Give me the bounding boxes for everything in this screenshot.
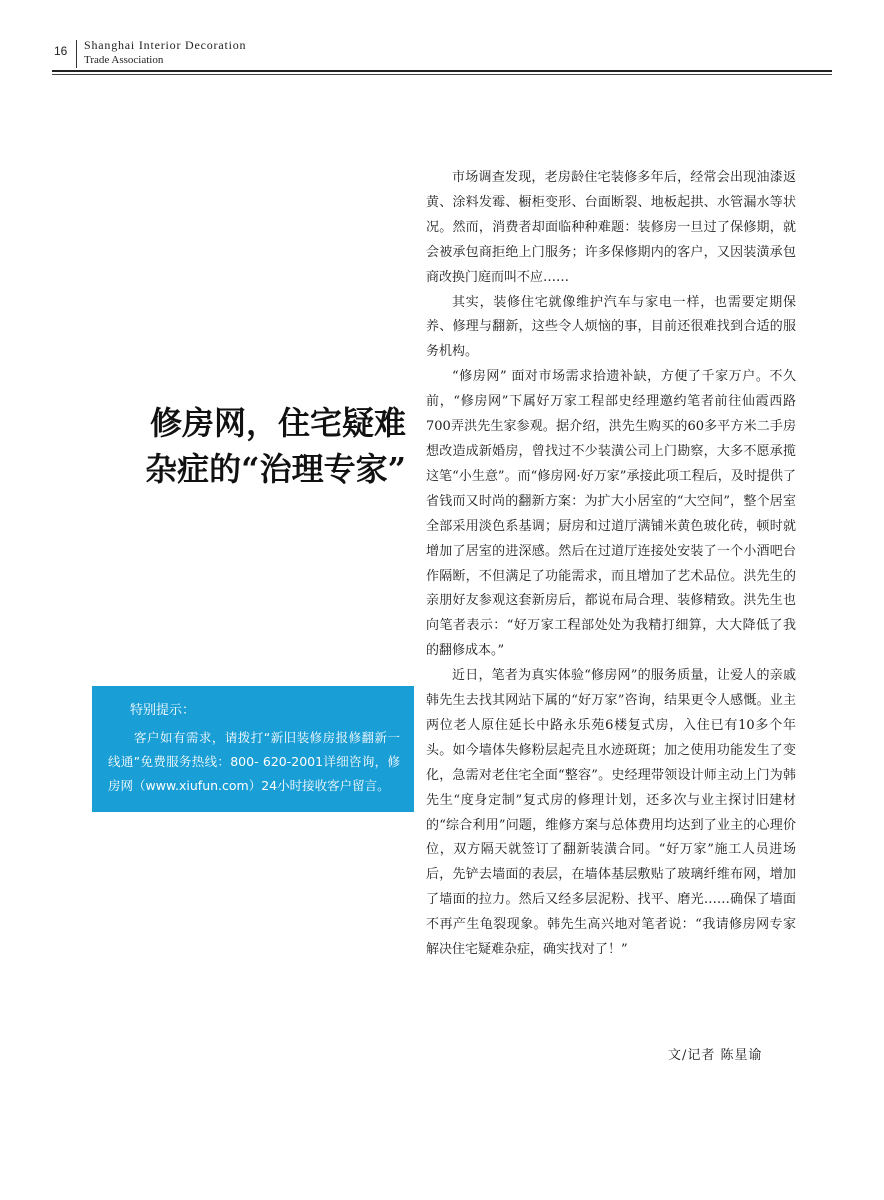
article-title bbox=[86, 400, 406, 492]
page-number: 16 bbox=[54, 44, 68, 58]
header-rule-thin bbox=[52, 74, 832, 75]
special-notice-box bbox=[92, 686, 414, 812]
association-name: Shanghai Interior Decoration bbox=[84, 38, 247, 52]
notice-heading: 特别提示： bbox=[130, 703, 196, 718]
article-paragraph: “修房网” 面对市场需求拾遗补缺，方便了千家万户。不久前，“修房网”下属好万家工程部史经理邀约笔者前往仙霞西路700弄洪先生家参观。据介绍，洪先生购买的60多平方米二手房想改造成新婚房，曾找过不少装潢公司上门勘察，大多不愿承揽这笔“小生意”。而“修房网·好万家”承接此项工程后，及时提供了省钱而又时尚的翻新方案：为扩大小居室的“大空间”，整个居室全部采用淡色系基调；厨房和过道厅满铺米黄色玻化砖，顿时就增加了居室的进深感。然后在过道厅连接处安装了一个小酒吧台作隔断，不但满足了功能需求，而且增加了艺术品位。洪先生的亲朋好友参观这套新房后，都说布局合理、装修精致。洪先生也向笔者表示：“好万家工程部处处为我精打细算，大大降低了我的翻修成本。” bbox=[426, 369, 796, 659]
author-byline: 文/记者 陈星谕 bbox=[668, 1048, 763, 1063]
header-divider bbox=[76, 40, 77, 68]
notice-body: 客户如有需求，请拨打“新旧装修房报修翻新一线通”免费服务热线：800- 620-2001详细咨询，修房网（www.xiufun.com）24小时接收客户留言。 bbox=[108, 730, 400, 793]
association-name-line2: Trade Association bbox=[84, 54, 164, 66]
page-header bbox=[0, 0, 884, 80]
article-paragraph: 市场调查发现，老房龄住宅装修多年后，经常会出现油漆返黄、涂料发霉、橱柜变形、台面断裂、地板起拱、水管漏水等状况。然而，消费者却面临种种难题：装修房一旦过了保修期，就会被承包商拒绝上门服务；许多保修期内的客户，又因装潢承包商改换门庭而叫不应…… bbox=[426, 170, 796, 285]
article-paragraph: 近日，笔者为真实体验“修房网”的服务质量，让爱人的亲戚韩先生去找其网站下属的“好万家”咨询，结果更令人感慨。业主两位老人原住延长中路永乐苑6楼复式房，入住已有10多个年头。如今墙体失修粉层起壳且水迹斑斑；加之使用功能发生了变化，急需对老住宅全面“整容”。史经理带领设计师主动上门为韩先生“度身定制”复式房的修理计划，还多次与业主探讨旧建材的“综合利用”问题，维修方案与总体费用均达到了业主的心理价位，双方隔天就签订了翻新装潢合同。“好万家”施工人员进场后，先铲去墙面的表层，在墙体基层敷贴了玻璃纤维布网，增加了墙面的拉力。然后又经多层泥粉、找平、磨光……确保了墙面不再产生龟裂现象。韩先生高兴地对笔者说：“我请修房网专家解决住宅疑难杂症，确实找对了！” bbox=[426, 668, 796, 958]
title-line-2: 杂症的“治理专家” bbox=[145, 450, 406, 488]
title-line-1: 修房网，住宅疑难 bbox=[149, 404, 406, 442]
article-paragraph: 其实，装修住宅就像维护汽车与家电一样，也需要定期保养、修理与翻新，这些令人烦恼的事，目前还很难找到合适的服务机构。 bbox=[426, 294, 796, 360]
article-body bbox=[426, 166, 796, 963]
header-rule-thick bbox=[52, 70, 832, 72]
